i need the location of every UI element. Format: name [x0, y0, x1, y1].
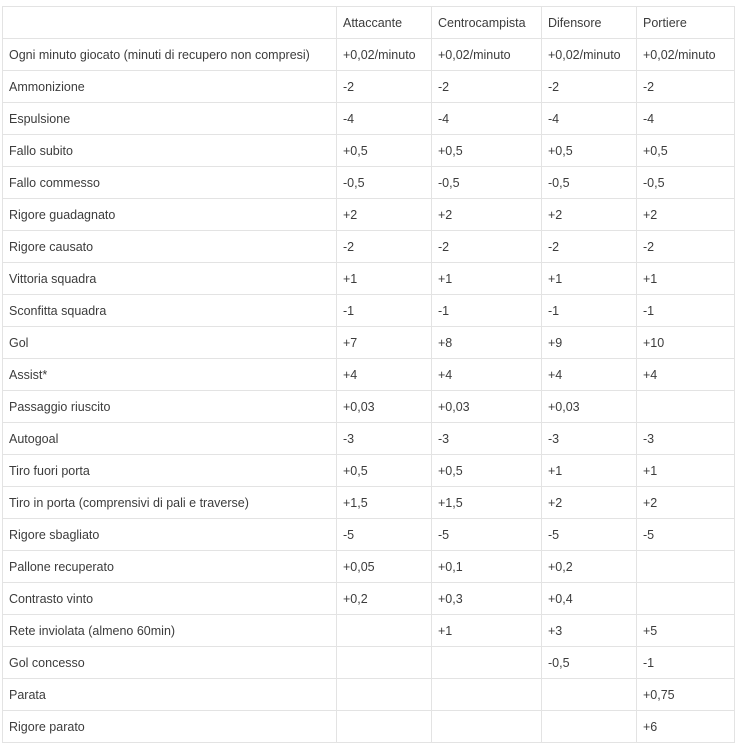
- table-row: [3, 487, 735, 519]
- cell-centrocampista: -5: [432, 519, 542, 551]
- table-row: [3, 711, 735, 743]
- cell-attaccante: -0,5: [337, 167, 432, 199]
- cell-attaccante: +0,5: [337, 455, 432, 487]
- cell-centrocampista: +1,5: [432, 487, 542, 519]
- cell-portiere: +10: [637, 327, 735, 359]
- cell-attaccante: +0,03: [337, 391, 432, 423]
- cell-attaccante: -5: [337, 519, 432, 551]
- cell-label: Ammonizione: [3, 71, 337, 103]
- cell-attaccante: +0,5: [337, 135, 432, 167]
- cell-portiere: +0,5: [637, 135, 735, 167]
- cell-difensore: +2: [542, 199, 637, 231]
- cell-label: Tiro fuori porta: [3, 455, 337, 487]
- cell-difensore: -0,5: [542, 167, 637, 199]
- cell-difensore: -5: [542, 519, 637, 551]
- cell-label: Rete inviolata (almeno 60min): [3, 615, 337, 647]
- table-row: [3, 519, 735, 551]
- table-row: [3, 103, 735, 135]
- cell-attaccante: +2: [337, 199, 432, 231]
- cell-difensore: +9: [542, 327, 637, 359]
- cell-difensore: -1: [542, 295, 637, 327]
- cell-portiere: -4: [637, 103, 735, 135]
- cell-attaccante: -2: [337, 231, 432, 263]
- header-cell-centrocampista: Centrocampista: [432, 7, 542, 39]
- cell-label: Rigore causato: [3, 231, 337, 263]
- cell-label: Parata: [3, 679, 337, 711]
- cell-attaccante: +1,5: [337, 487, 432, 519]
- header-cell-attaccante: Attaccante: [337, 7, 432, 39]
- cell-portiere: +0,02/minuto: [637, 39, 735, 71]
- cell-label: Rigore parato: [3, 711, 337, 743]
- cell-portiere: -5: [637, 519, 735, 551]
- cell-portiere: -2: [637, 71, 735, 103]
- cell-centrocampista: +8: [432, 327, 542, 359]
- cell-label: Passaggio riuscito: [3, 391, 337, 423]
- cell-centrocampista: +0,5: [432, 135, 542, 167]
- table-row: [3, 263, 735, 295]
- cell-portiere: +0,75: [637, 679, 735, 711]
- table-row: [3, 679, 735, 711]
- cell-portiere: -1: [637, 295, 735, 327]
- table-header-row: [3, 7, 735, 39]
- table-row: [3, 295, 735, 327]
- cell-centrocampista: -2: [432, 231, 542, 263]
- cell-centrocampista: +4: [432, 359, 542, 391]
- cell-difensore: -2: [542, 71, 637, 103]
- cell-attaccante: [337, 647, 432, 679]
- cell-portiere: -2: [637, 231, 735, 263]
- cell-centrocampista: -0,5: [432, 167, 542, 199]
- cell-difensore: +0,02/minuto: [542, 39, 637, 71]
- cell-label: Rigore guadagnato: [3, 199, 337, 231]
- cell-portiere: -0,5: [637, 167, 735, 199]
- cell-attaccante: -1: [337, 295, 432, 327]
- table-row: [3, 551, 735, 583]
- cell-centrocampista: +0,02/minuto: [432, 39, 542, 71]
- cell-centrocampista: [432, 711, 542, 743]
- table-row: [3, 423, 735, 455]
- cell-label: Ogni minuto giocato (minuti di recupero non compresi): [3, 39, 337, 71]
- cell-difensore: -0,5: [542, 647, 637, 679]
- cell-label: Contrasto vinto: [3, 583, 337, 615]
- table-row: [3, 359, 735, 391]
- cell-centrocampista: +0,1: [432, 551, 542, 583]
- cell-portiere: [637, 391, 735, 423]
- cell-portiere: +2: [637, 199, 735, 231]
- cell-attaccante: +1: [337, 263, 432, 295]
- cell-difensore: -4: [542, 103, 637, 135]
- cell-label: Fallo subito: [3, 135, 337, 167]
- cell-portiere: +4: [637, 359, 735, 391]
- cell-attaccante: +7: [337, 327, 432, 359]
- cell-label: Assist*: [3, 359, 337, 391]
- cell-centrocampista: +0,3: [432, 583, 542, 615]
- cell-label: Gol: [3, 327, 337, 359]
- cell-label: Espulsione: [3, 103, 337, 135]
- cell-attaccante: [337, 711, 432, 743]
- cell-centrocampista: -4: [432, 103, 542, 135]
- table-row: [3, 167, 735, 199]
- cell-difensore: +0,03: [542, 391, 637, 423]
- cell-portiere: -1: [637, 647, 735, 679]
- cell-label: Pallone recuperato: [3, 551, 337, 583]
- header-cell-difensore: Difensore: [542, 7, 637, 39]
- cell-difensore: +1: [542, 455, 637, 487]
- cell-label: Tiro in porta (comprensivi di pali e traverse): [3, 487, 337, 519]
- cell-difensore: +0,5: [542, 135, 637, 167]
- table-row: [3, 647, 735, 679]
- cell-centrocampista: -3: [432, 423, 542, 455]
- cell-label: Sconfitta squadra: [3, 295, 337, 327]
- cell-centrocampista: +0,5: [432, 455, 542, 487]
- cell-difensore: +0,4: [542, 583, 637, 615]
- cell-attaccante: -4: [337, 103, 432, 135]
- cell-centrocampista: -2: [432, 71, 542, 103]
- cell-portiere: +5: [637, 615, 735, 647]
- cell-attaccante: -3: [337, 423, 432, 455]
- cell-portiere: -3: [637, 423, 735, 455]
- cell-portiere: +2: [637, 487, 735, 519]
- cell-centrocampista: +1: [432, 615, 542, 647]
- cell-difensore: +2: [542, 487, 637, 519]
- cell-difensore: [542, 679, 637, 711]
- cell-label: Rigore sbagliato: [3, 519, 337, 551]
- cell-label: Fallo commesso: [3, 167, 337, 199]
- cell-centrocampista: +2: [432, 199, 542, 231]
- header-cell-portiere: Portiere: [637, 7, 735, 39]
- scoring-table: [2, 6, 735, 743]
- table-row: [3, 615, 735, 647]
- cell-label: Gol concesso: [3, 647, 337, 679]
- cell-portiere: [637, 583, 735, 615]
- cell-attaccante: +0,05: [337, 551, 432, 583]
- table-row: [3, 391, 735, 423]
- cell-portiere: +6: [637, 711, 735, 743]
- cell-centrocampista: [432, 647, 542, 679]
- table-row: [3, 199, 735, 231]
- cell-portiere: +1: [637, 263, 735, 295]
- table-row: [3, 71, 735, 103]
- table-row: [3, 583, 735, 615]
- cell-difensore: -3: [542, 423, 637, 455]
- cell-attaccante: +0,02/minuto: [337, 39, 432, 71]
- cell-difensore: [542, 711, 637, 743]
- cell-portiere: +1: [637, 455, 735, 487]
- cell-difensore: +0,2: [542, 551, 637, 583]
- cell-label: Vittoria squadra: [3, 263, 337, 295]
- cell-attaccante: [337, 679, 432, 711]
- cell-attaccante: [337, 615, 432, 647]
- cell-difensore: +3: [542, 615, 637, 647]
- cell-difensore: -2: [542, 231, 637, 263]
- cell-portiere: [637, 551, 735, 583]
- cell-attaccante: +4: [337, 359, 432, 391]
- table-row: [3, 135, 735, 167]
- table-row: [3, 39, 735, 71]
- header-cell-label: [3, 7, 337, 39]
- cell-centrocampista: +0,03: [432, 391, 542, 423]
- cell-centrocampista: -1: [432, 295, 542, 327]
- cell-label: Autogoal: [3, 423, 337, 455]
- cell-difensore: +1: [542, 263, 637, 295]
- table-row: [3, 231, 735, 263]
- cell-attaccante: +0,2: [337, 583, 432, 615]
- cell-difensore: +4: [542, 359, 637, 391]
- table-row: [3, 455, 735, 487]
- table-row: [3, 327, 735, 359]
- cell-centrocampista: [432, 679, 542, 711]
- cell-centrocampista: +1: [432, 263, 542, 295]
- cell-attaccante: -2: [337, 71, 432, 103]
